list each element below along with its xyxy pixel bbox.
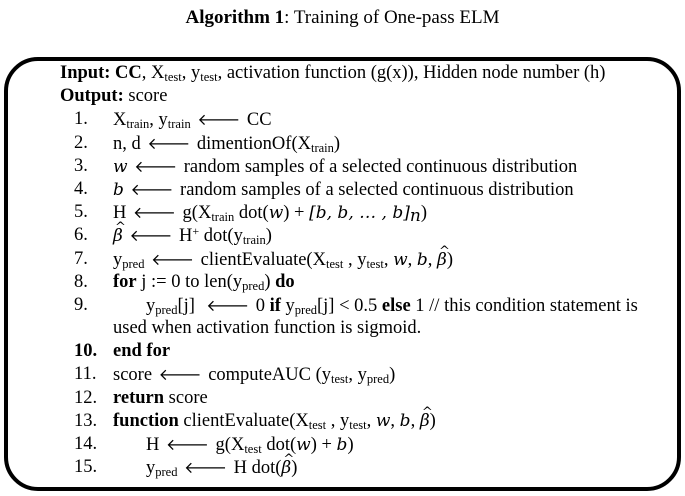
line-number: 14. [74, 434, 98, 454]
line-text: b 🡐 random samples of a selected continuous distribution [113, 179, 574, 200]
assign-arrow-icon: 🡐 [134, 156, 178, 176]
line-text: function $clientEvaluate(X_{test}$ , $y_{test}$, w, b, ^ β) [113, 410, 436, 433]
line-number: 4. [74, 178, 88, 199]
algorithm-line-2 [60, 132, 670, 155]
beta-hat: ^ β [437, 249, 447, 272]
line-number: 7. [74, 248, 88, 269]
line-text: ^ β 🡐 H+ $dot(y_{train})$ [113, 224, 272, 248]
algorithm-caption-text: : Training of One-pass ELM [284, 7, 500, 28]
line-number: 2. [74, 132, 88, 153]
output-value: score [128, 86, 168, 107]
algorithm-line-13 [60, 410, 670, 433]
input-line: Input: CC, $X_{test}$, $y_{test}$, activation function (g(x)), Hidden node number (h) [60, 63, 606, 84]
algorithm-line-14 [60, 433, 670, 456]
line-number: 13. [74, 410, 98, 431]
line-number: 11. [74, 364, 97, 385]
assign-arrow-icon: 🡐 [158, 365, 202, 385]
assign-arrow-icon: 🡐 [129, 226, 173, 246]
algorithm-caption-label: Algorithm 1 [185, 7, 285, 28]
line-text: score 🡐 computeAUC ($y_{test}$, $y_{pred}$) [113, 365, 396, 387]
algorithm-line-3 [60, 155, 670, 178]
line-number: 3. [74, 155, 88, 176]
assign-arrow-icon: 🡐 [133, 203, 176, 223]
assign-arrow-icon: 🡐 [151, 249, 194, 269]
beta-hat: ^ β [420, 410, 430, 433]
algorithm-body [60, 62, 670, 479]
algorithm-line-9-continuation [60, 317, 670, 340]
algorithm-line-5 [60, 201, 670, 227]
line-text: for j := 0 to $len(y_{pred})$ do [113, 271, 295, 293]
algorithm-line-4 [60, 178, 670, 201]
input-x-test: $X_{test}$ [151, 63, 182, 84]
assign-arrow-icon: 🡐 [197, 110, 241, 130]
line-number: 15. [74, 457, 98, 478]
line-text: w 🡐 random samples of a selected continuous distribution [113, 156, 578, 177]
input-rest: , activation function (g(x)), Hidden node number (h) [217, 63, 606, 83]
output-line [60, 85, 670, 108]
assign-arrow-icon: 🡐 [147, 133, 191, 153]
line-text: n, d 🡐 $dimentionOf(X_{train})$ [113, 133, 341, 155]
line-number: 5. [74, 202, 88, 223]
assign-arrow-icon: 🡐 [130, 179, 174, 199]
line-number: 9. [74, 294, 88, 315]
line-text: H 🡐 $g(X_{train}$ dot(w) + [b, b, … , $b]_n$) [113, 203, 427, 227]
line-number: 8. [74, 271, 88, 292]
algorithm-line-1 [60, 108, 670, 131]
line-number: 6. [74, 225, 88, 246]
line-text: end for [113, 341, 171, 362]
line-number: 1. [74, 109, 88, 130]
beta-hat: ^ β [281, 457, 291, 480]
line-text: used when activation function is sigmoid. [113, 318, 422, 339]
algorithm-line-11 [60, 363, 670, 386]
algorithm-line-8 [60, 271, 670, 294]
assign-arrow-icon: 🡐 [166, 435, 209, 454]
line-text: $y_{pred}$ 🡐 $clientEvaluate(X_{test}$ , $y_{test}$, w, b, ^ β) [113, 248, 453, 272]
algorithm-line-6 [60, 224, 670, 247]
line-text: H 🡐 $g(X_{test}$ dot(w) + b) [146, 435, 354, 456]
algorithm-line-10 [60, 340, 670, 363]
algorithm-line-12 [60, 387, 670, 410]
algorithm-line-9 [60, 294, 670, 317]
input-cc: CC [115, 63, 142, 83]
assign-arrow-icon: 🡐 [184, 458, 227, 478]
output-label: Output: [60, 86, 124, 107]
input-y-test: $y_{test}$ [190, 63, 218, 84]
assign-arrow-icon: 🡐 [206, 295, 250, 315]
line-text: $X_{train}$, $y_{train}$ 🡐 CC [113, 110, 272, 132]
line-text: return score [113, 387, 208, 408]
beta-hat: ^ β [113, 225, 123, 248]
line-text: $y_{pred}[j]$ 🡐 0 if $y_{pred}[j] < 0.5$ else 1 // this condition statement is [146, 295, 638, 317]
line-text: $y_{pred}$ 🡐 H dot(^ β) [146, 456, 297, 480]
line-number: 12. [74, 387, 98, 408]
line-number: 10. [74, 341, 98, 362]
algorithm-caption [0, 5, 685, 31]
input-label: Input: [60, 63, 111, 83]
algorithm-line-15 [60, 456, 670, 479]
algorithm-line-7 [60, 248, 670, 271]
